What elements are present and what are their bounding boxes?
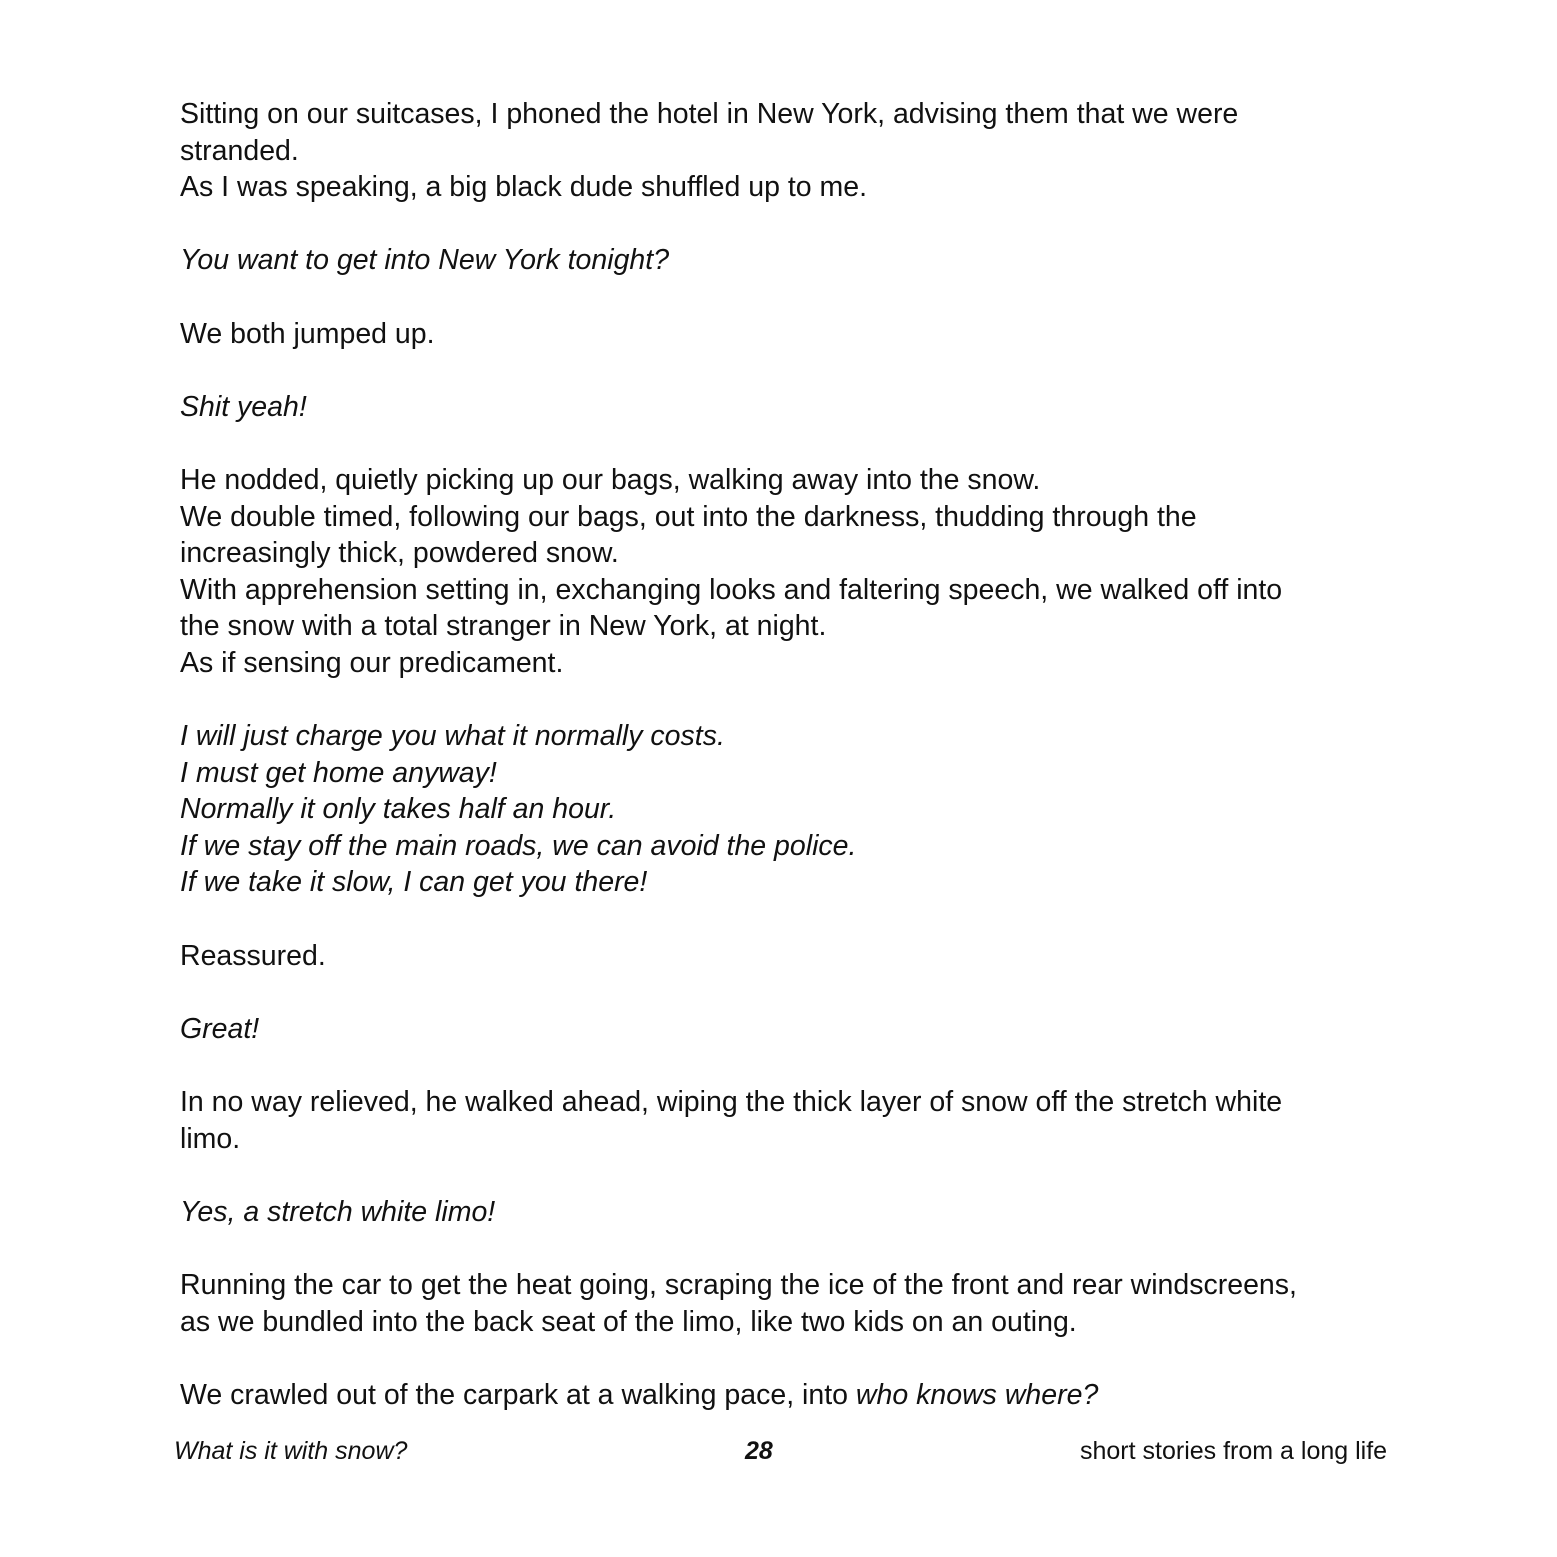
text-line: Yes, a stretch white limo! — [180, 1195, 496, 1228]
paragraph — [180, 316, 1410, 353]
text-run: We crawled out of the carpark at a walking pace, into — [180, 1378, 856, 1411]
text-line: Great! — [180, 1012, 260, 1045]
text-line: Shit yeah! — [180, 390, 307, 423]
paragraph — [180, 96, 1410, 206]
page-footer — [0, 1434, 1557, 1468]
text-line: If we take it slow, I can get you there! — [180, 866, 648, 899]
text-line: We double timed, following our bags, out into the darkness, thudding through the — [180, 500, 1197, 533]
dialogue-block — [180, 718, 1410, 901]
story-body — [180, 96, 1410, 1450]
paragraph — [180, 1267, 1410, 1340]
text-line: With apprehension setting in, exchanging looks and faltering speech, we walked off into — [180, 573, 1283, 606]
text-line: I will just charge you what it normally costs. — [180, 720, 725, 753]
text-line: I must get home anyway! — [180, 756, 497, 789]
paragraph — [180, 938, 1410, 975]
text-line: as we bundled into the back seat of the limo, like two kids on an outing. — [180, 1305, 1077, 1338]
text-line: If we stay off the main roads, we can avoid the police. — [180, 829, 857, 862]
text-line — [180, 1377, 1410, 1414]
dialogue-line — [180, 242, 1410, 279]
text-line: stranded. — [180, 134, 299, 167]
text-line: Running the car to get the heat going, scraping the ice of the front and rear windscreens, — [180, 1269, 1297, 1301]
footer-book-title: short stories from a long life — [1080, 1437, 1388, 1465]
italic-text-run: who knows where? — [855, 1378, 1099, 1411]
dialogue-line — [180, 389, 1410, 426]
footer-chapter-title: What is it with snow? — [174, 1437, 408, 1465]
page-number: 28 — [745, 1437, 773, 1465]
text-line: increasingly thick, powdered snow. — [180, 537, 619, 570]
text-line: As if sensing our predicament. — [180, 646, 564, 679]
text-line: Sitting on our suitcases, I phoned the hotel in New York, advising them that we were — [180, 98, 1239, 130]
text-line: Normally it only takes half an hour. — [180, 793, 617, 826]
paragraph — [180, 1377, 1410, 1414]
text-line: We both jumped up. — [180, 317, 435, 350]
text-line: limo. — [180, 1122, 241, 1155]
text-line: In no way relieved, he walked ahead, wiping the thick layer of snow off the stretch white — [180, 1086, 1283, 1119]
text-line: As I was speaking, a big black dude shuffled up to me. — [180, 171, 868, 204]
text-line: Reassured. — [180, 939, 326, 972]
text-line: He nodded, quietly picking up our bags, walking away into the snow. — [180, 463, 1041, 496]
text-line: the snow with a total stranger in New York, at night. — [180, 610, 827, 643]
paragraph — [180, 462, 1410, 682]
dialogue-line — [180, 1194, 1410, 1231]
dialogue-line — [180, 1011, 1410, 1048]
text-line: You want to get into New York tonight? — [180, 244, 670, 277]
paragraph — [180, 1084, 1410, 1157]
